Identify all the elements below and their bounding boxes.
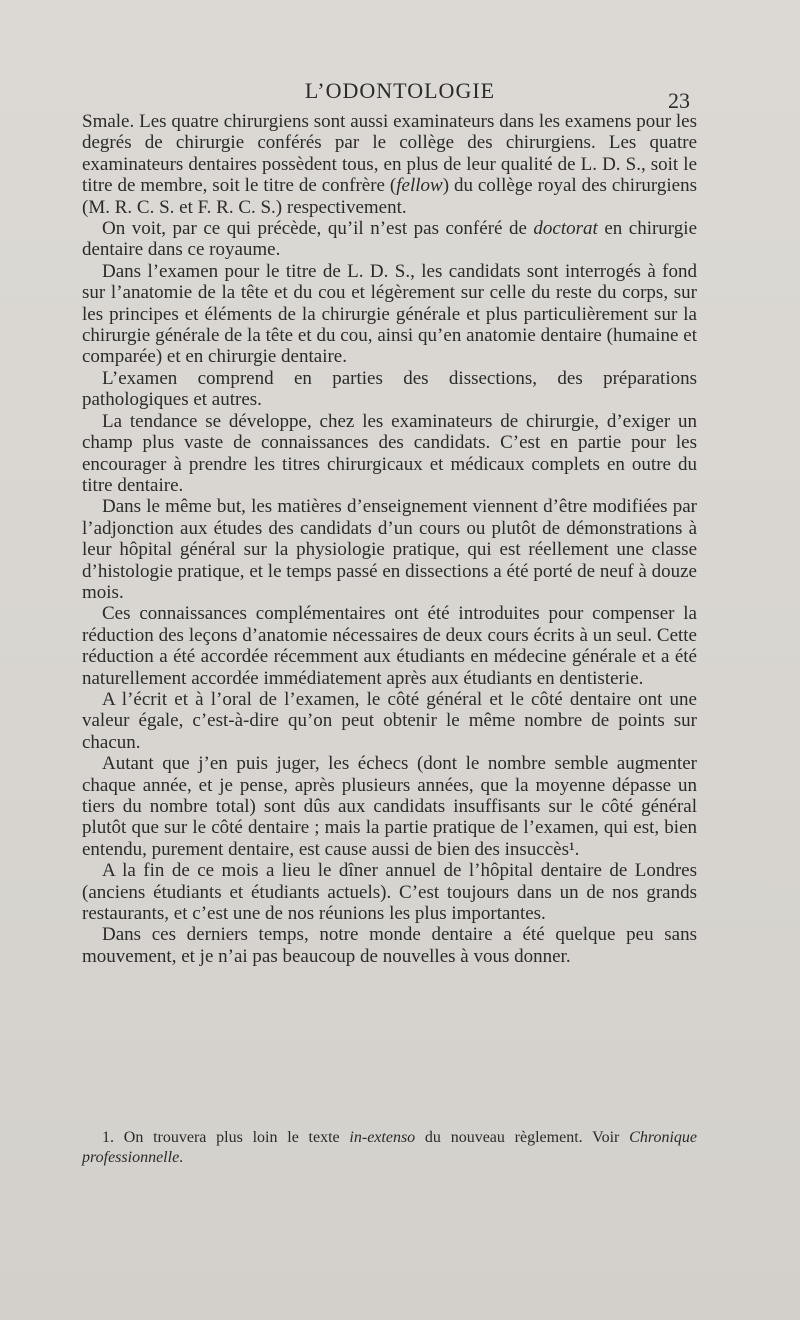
paragraph-4: L’examen comprend en parties des dissections, des préparations pathologiques et autres.	[82, 367, 697, 411]
paragraph-10: A la fin de ce mois a lieu le dîner annuel de l’hôpital dentaire de Londres (anciens étudiants et étudiants actuels). C’est toujours dans un de nos grands restaurants, et c’est une de nos réunions les plus importantes.	[82, 860, 697, 925]
footnote-italic: in-extenso	[349, 1129, 416, 1146]
paragraph-2-text-end: en chirurgie dentaire dans ce royaume.	[82, 218, 698, 261]
paragraph-2-italic: doctorat	[533, 218, 598, 240]
footnote-text-end: .	[179, 1149, 184, 1166]
paragraph-1-text-end: ) du collège royal des chirurgiens (M. R. C. S. et F. R. C. S.) respectivement.	[82, 175, 697, 218]
body-text	[82, 111, 697, 967]
paragraph-8: A l’écrit et à l’oral de l’examen, le côté général et le côté dentaire ont une valeur égale, c’est-à-dire qu’on peut obtenir le même nombre de points sur chacun.	[82, 688, 697, 753]
paragraph-1	[82, 111, 697, 218]
paragraph-1-italic: fellow	[396, 175, 443, 197]
footnote-text: 1. On trouvera plus loin le texte	[102, 1129, 350, 1146]
running-title: L’ODONTOLOGIE	[304, 78, 496, 103]
paragraph-5: La tendance se développe, chez les examinateurs de chirurgie, d’exiger un champ plus vaste de connaissances des candidats. C’est en partie pour les encourager à prendre les titres chirurgicaux et médicaux complets en outre du titre dentaire.	[82, 410, 697, 496]
paragraph-6: Dans le même but, les matières d’enseignement viennent d’être modifiées par l’adjonction aux études des candidats d’un cours ou plutôt de démonstrations à leur hôpital général sur la physiologie pratique, qui est réellement une classe d’histologie pratique, et le temps passé en dissections a été porté de neuf à douze mois.	[82, 496, 697, 603]
footnote	[82, 1128, 697, 1168]
paragraph-3: Dans l’examen pour le titre de L. D. S., les candidats sont interrogés à fond sur l’anatomie de la tête et du cou et légèrement sur celle du reste du corps, sur les principes et éléments de la chirurgie générale et plus particulièrement sur la chirurgie générale de la tête et du cou, ainsi qu’en anatomie dentaire (humaine et comparée) et en chirurgie dentaire.	[82, 260, 697, 368]
paragraph-7: Ces connaissances complémentaires ont été introduites pour compenser la réduction des leçons d’anatomie nécessaires de deux cours écrits à un seul. Cette réduction a été accordée récemment aux étudiants en médecine générale et a été naturellement accordée immédiatement après aux étudiants en dentisterie.	[82, 603, 697, 689]
paragraph-11: Dans ces derniers temps, notre monde dentaire a été quelque peu sans mouvement, et je n’ai pas beaucoup de nouvelles à vous donner.	[82, 924, 697, 967]
footnote-text-mid: du nouveau règlement. Voir	[415, 1129, 630, 1146]
page-number: 23	[668, 88, 690, 113]
footnote-italic-2: Chronique professionnelle	[82, 1129, 698, 1166]
paragraph-2	[82, 218, 697, 261]
paragraph-9: Autant que j’en puis juger, les échecs (dont le nombre semble augmenter chaque année, et je pense, après plusieurs années, que la moyenne dépasse un tiers du nombre total) sont dûs aux candidats insuffisants sur le côté général plutôt que sur le côté dentaire ; mais la partie pratique de l’examen, qui est, bien entendu, purement dentaire, est cause aussi de bien des insuccès¹.	[82, 753, 697, 860]
paragraph-2-text: On voit, par ce qui précède, qu’il n’est pas conféré de	[102, 218, 534, 240]
paragraph-1-text: Smale. Les quatre chirurgiens sont aussi examinateurs dans les examens pour les degrés de chirurgie conférés par le collège des chirurgiens. Les quatre examinateurs dentaires possèdent tous, en plus de leur qualité de L. D. S., soit le titre de membre, soit le titre de confrère (	[82, 111, 697, 197]
